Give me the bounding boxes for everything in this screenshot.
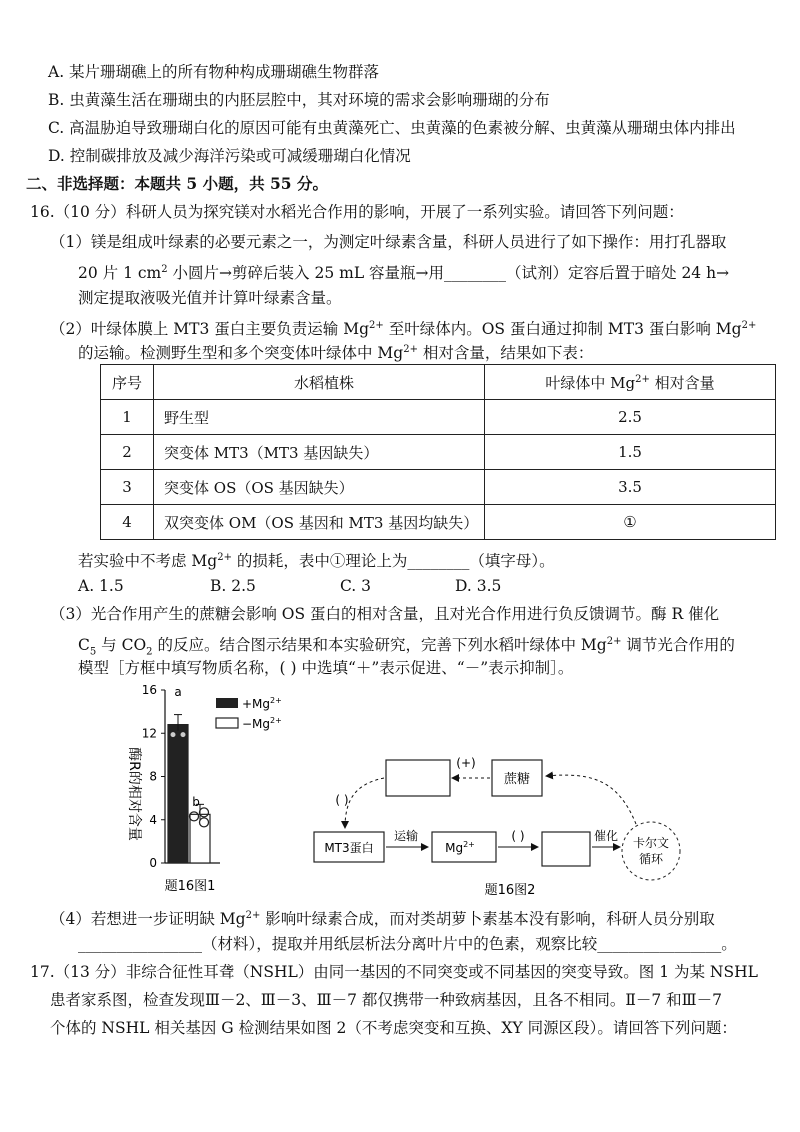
table-header-row <box>101 365 776 400</box>
q16-part4-line2: ________________（材料），提取并用纸层析法分离叶片中的色素，观察比较________________。 <box>78 935 737 953</box>
q16-part1-line3: 测定提取液吸光值并计算叶绿素含量。 <box>78 289 342 307</box>
legend-minus-swatch <box>216 718 238 728</box>
choice-a: A. 1.5 <box>78 577 124 595</box>
fig2-model-diagram <box>300 736 720 902</box>
q16-part2-question: 若实验中不考虑 $Mg^{2+}$ 的损耗，表中①理论上为________（填字母）。 <box>78 552 555 571</box>
mt3-label: MT3蛋白 <box>324 841 374 855</box>
q16-part2-line2: 的运输。检测野生型和多个突变体叶绿体中 $Mg^{2+}$ 相对含量，结果如下表： <box>78 344 594 363</box>
fig1-label-b: b <box>192 795 200 809</box>
q16-part1-line2: 20 片 1 $cm^2$ 小圆片→剪碎后装入 25 mL 容量瓶→用________（试剂）定容后置于暗处 24 h→ <box>78 264 730 283</box>
arrow-box-to-mt3 <box>345 778 384 828</box>
q16-heading: 16.（10 分）科研人员为探究镁对水稻光合作用的影响，开展了一系列实验。请回答下列问题： <box>30 203 684 221</box>
fig1-tick-label: 0 <box>149 856 157 870</box>
sucrose-label: 蔗糖 <box>503 772 531 787</box>
legend-minus-label: $-Mg^{2+}$ <box>242 716 282 731</box>
table-row: 1 野生型 2.5 <box>101 400 776 435</box>
plus-sign: (+) <box>456 756 476 770</box>
fig1-caption: 题16图1 <box>164 879 216 894</box>
option-c: C. 高温胁迫导致珊瑚白化的原因可能有虫黄藻死亡、虫黄藻的色素被分解、虫黄藻从珊瑚虫体内排出 <box>48 119 736 137</box>
header-mg: 叶绿体中 $Mg^{2+}$ 相对含量 <box>485 365 776 400</box>
arrow-calvin-to-sucrose <box>546 775 636 824</box>
blank-box-right <box>542 832 590 866</box>
q16-part2-line1: （2）叶绿体膜上 MT3 蛋白主要负责运输 $Mg^{2+}$ 至叶绿体内。OS 蛋白通过抑制 MT3 蛋白影响 $Mg^{2+}$ <box>50 320 757 339</box>
option-b: B. 虫黄藻生活在珊瑚虫的内胚层腔中，其对环境的需求会影响珊瑚的分布 <box>48 91 550 109</box>
q16-part3-line2: $C_5$ 与 $CO_2$ 的反应。结合图示结果和本实验研究，完善下列水稻叶绿体中 $Mg^{2+}$ 调节光合作用的 <box>78 636 735 658</box>
fig1-tick-label: 4 <box>149 812 157 827</box>
q17-line1: 17.（13 分）非综合征性耳聋（NSHL）由同一基因的不同突变或不同基因的突变导致。图 1 为某 NSHL <box>30 963 758 981</box>
q16-part3-line3: 模型［方框中填写物质名称，( ) 中选填“＋”表示促进、“－”表示抑制］。 <box>78 659 574 677</box>
calvin-label-2: 循环 <box>638 852 664 866</box>
data-point <box>171 732 176 737</box>
q16-part1-line1: （1）镁是组成叶绿素的必要元素之一，为测定叶绿素含量，科研人员进行了如下操作：用打孔器取 <box>50 233 727 251</box>
catalyze-label: 催化 <box>593 829 619 843</box>
transport-label: 运输 <box>393 829 419 843</box>
blank-box-top <box>386 760 450 796</box>
legend-plus-swatch <box>216 698 238 708</box>
choice-b: B. 2.5 <box>210 577 256 595</box>
fig1-bars <box>168 715 210 863</box>
choice-c: C. 3 <box>340 577 372 595</box>
fig2-caption: 题16图2 <box>484 883 536 898</box>
option-a: A. 某片珊瑚礁上的所有物种构成珊瑚礁生物群落 <box>48 63 380 81</box>
table-row: 3 突变体 OS（OS 基因缺失） 3.5 <box>101 470 776 505</box>
calvin-cycle-circle <box>622 822 680 880</box>
data-point <box>181 732 186 737</box>
fig1-tick-label: 12 <box>141 726 157 741</box>
q16-part3-line1: （3）光合作用产生的蔗糖会影响 OS 蛋白的相对含量，且对光合作用进行负反馈调节。酶 R 催化 <box>50 605 720 623</box>
option-d: D. 控制碳排放及减少海洋污染或可减缓珊瑚白化情况 <box>48 147 411 165</box>
fig1-label-a: a <box>174 685 182 699</box>
header-plant: 水稻植株 <box>154 365 485 400</box>
header-no: 序号 <box>101 365 154 400</box>
choice-d: D. 3.5 <box>455 577 502 595</box>
fig1-tick-label: 8 <box>149 769 157 784</box>
mg-content-table <box>100 364 776 540</box>
paren-mid: ( ) <box>511 829 525 843</box>
paren-left: ( ) <box>335 793 349 807</box>
q16-part4-line1: （4）若想进一步证明缺 $Mg^{2+}$ 影响叶绿素合成，而对类胡萝卜素基本没有影响，科研人员分别取 <box>50 910 715 929</box>
section-heading: 二、非选择题：本题共 5 小题，共 55 分。 <box>26 174 328 193</box>
q17-line3: 个体的 NSHL 相关基因 G 检测结果如图 2（不考虑突变和互换、XY 同源区段）。请回答下列问题： <box>50 1019 737 1037</box>
bar-plus-mg <box>168 725 188 863</box>
fig1-ylabel: 酶R的相对含量 <box>126 747 142 841</box>
table-row: 2 突变体 MT3（MT3 基因缺失） 1.5 <box>101 435 776 470</box>
mg-label: $Mg^{2+}$ <box>445 840 475 855</box>
legend-plus-label: $+Mg^{2+}$ <box>242 696 282 711</box>
calvin-label-1: 卡尔文 <box>632 836 670 850</box>
table-row: 4 双突变体 OM（OS 基因和 MT3 基因均缺失） ① <box>101 505 776 540</box>
fig1-bar-chart <box>110 684 310 899</box>
fig1-tick-label: 16 <box>141 684 157 697</box>
fig1-ticks <box>142 684 165 870</box>
q17-line2: 患者家系图，检查发现Ⅲ－2、Ⅲ－3、Ⅲ－7 都仅携带一种致病基因，且各不相同。Ⅱ－7 和Ⅲ－7 <box>50 991 722 1009</box>
